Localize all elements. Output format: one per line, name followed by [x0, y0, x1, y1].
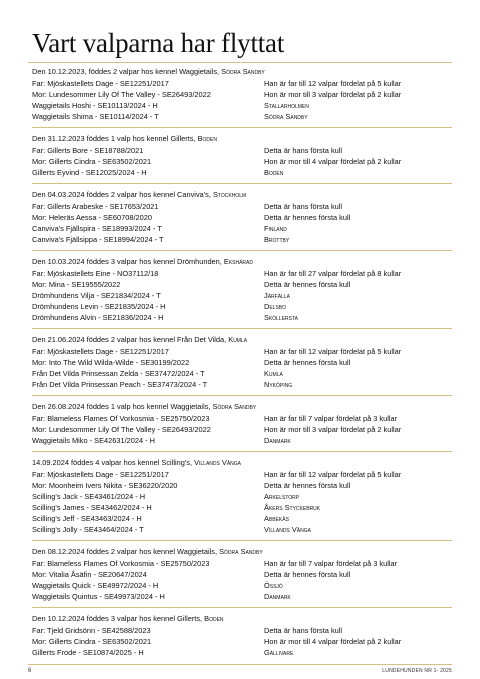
dog-name: Mor: Heleräs Aessa - SE60708/2020	[32, 213, 152, 222]
litter-row	[32, 290, 452, 301]
dog-name: Waggietails Quintus - SE49973/2024 - H	[32, 592, 165, 601]
new-home-location: Danmark	[264, 592, 291, 601]
litter-entry	[32, 452, 452, 541]
new-home-location: Södra Sandby	[264, 112, 308, 121]
litter-heading-text: Den 31.12.2023 föddes 1 valp hos kennel Gillerts,	[32, 134, 196, 143]
litter-heading-text: Den 10.03.2024 föddes 3 valpar hos kennel Drömhunden,	[32, 257, 222, 266]
new-home-location: Gällivare	[264, 648, 294, 657]
litter-row	[32, 424, 452, 435]
kennel-location: Ekshärad	[223, 257, 253, 266]
litter-row	[32, 647, 452, 658]
litter-row	[32, 156, 452, 167]
dog-name: Gillerts Frode - SE10874/2025 - H	[32, 648, 144, 657]
kennel-location: Boden	[197, 134, 217, 143]
parent-note: Detta är hennes första kull	[264, 213, 351, 222]
kennel-location: Kumla	[228, 335, 248, 344]
litter-row	[32, 513, 452, 524]
litter-heading	[32, 457, 452, 468]
litter-row	[32, 491, 452, 502]
litter-heading	[32, 133, 452, 144]
litter-row	[32, 558, 452, 569]
litter-row	[32, 111, 452, 122]
dog-name: Waggietails Quick - SE49972/2024 - H	[32, 581, 159, 590]
dog-name: Mor: Gillerts Cindra - SE63502/2021	[32, 637, 152, 646]
litter-entry	[32, 184, 452, 251]
dog-name: Mor: Vitalia Åsäfin - SE20647/2024	[32, 570, 147, 579]
dog-name: Mor: Mina - SE19555/2022	[32, 280, 121, 289]
litter-row	[32, 357, 452, 368]
litter-row	[32, 89, 452, 100]
dog-name: Far: Mjöskastellets Eine - NO37112/18	[32, 269, 159, 278]
new-home-location: Brottby	[264, 235, 290, 244]
dog-name: Mor: Gillerts Cindra - SE63502/2021	[32, 157, 152, 166]
litter-row	[32, 569, 452, 580]
litter-row	[32, 379, 452, 390]
parent-note: Han är far till 12 valpar fördelat på 5 kullar	[264, 470, 402, 479]
kennel-location: Villands Vånga	[194, 458, 242, 467]
parent-note: Detta är hennes första kull	[264, 358, 351, 367]
litter-row	[32, 413, 452, 424]
kennel-location: Boden	[204, 614, 224, 623]
kennel-location: Stockholm	[212, 190, 247, 199]
litter-row	[32, 636, 452, 647]
new-home-location: Nyköping	[264, 380, 293, 389]
title-divider	[28, 62, 452, 63]
litter-row	[32, 480, 452, 491]
dog-name: Canviva's Fjällsippa - SE18994/2024 - T	[32, 235, 164, 244]
litter-row	[32, 502, 452, 513]
dog-name: Canviva's Fjällspira - SE18993/2024 - T	[32, 224, 162, 233]
new-home-location: Arkelstorp	[264, 492, 300, 501]
litter-heading-text: Den 10.12.2023, föddes 2 valpar hos kennel Waggietails,	[32, 67, 220, 76]
litter-entry	[32, 329, 452, 396]
parent-note: Detta är hennes första kull	[264, 481, 351, 490]
parent-note: Detta är hans första kull	[264, 626, 343, 635]
litter-heading	[32, 189, 452, 200]
parent-note: Hon är mor till 4 valpar fördelat på 2 kullar	[264, 157, 402, 166]
litter-entry	[32, 396, 452, 452]
new-home-location: Finland	[264, 224, 287, 233]
litter-heading	[32, 546, 452, 557]
litter-entry	[32, 64, 452, 128]
dog-name: Far: Mjöskastellets Dage - SE12251/2017	[32, 470, 169, 479]
new-home-location: Sköllersta	[264, 313, 299, 322]
footer-divider	[28, 664, 452, 665]
dog-name: Drömhundens Levin - SE21835/2024 - H	[32, 302, 166, 311]
dog-name: Scilling's Jack - SE43461/2024 - H	[32, 492, 146, 501]
litter-row	[32, 301, 452, 312]
dog-name: Från Det Vilda Prinsessan Zelda - SE37472/2024 - T	[32, 369, 205, 378]
litter-row	[32, 100, 452, 111]
litter-entry	[32, 251, 452, 329]
litter-row	[32, 234, 452, 245]
parent-note: Hon är mor till 4 valpar fördelat på 2 kullar	[264, 637, 402, 646]
dog-name: Far: Gillerts Arabeske - SE17653/2021	[32, 202, 159, 211]
litter-row	[32, 346, 452, 357]
dog-name: Waggietails Shima - SE10114/2024 - T	[32, 112, 159, 121]
litter-row	[32, 625, 452, 636]
dog-name: Mor: Moonheim Ivers Nikita - SE36220/2020	[32, 481, 178, 490]
parent-note: Detta är hennes första kull	[264, 280, 351, 289]
dog-name: Waggietails Hoshi - SE10113/2024 - H	[32, 101, 158, 110]
litter-row	[32, 167, 452, 178]
litter-heading-text: Den 26.08.2024 föddes 1 valp hos kennel Waggietails,	[32, 402, 211, 411]
parent-note: Hon är mor till 3 valpar fördelat på 2 kullar	[264, 425, 402, 434]
litter-entry	[32, 128, 452, 184]
parent-note: Han är far till 27 valpar fördelat på 8 kullar	[264, 269, 402, 278]
page-title: Vart valparna har flyttat	[32, 28, 285, 58]
new-home-location: Åkers Styckebruk	[264, 503, 321, 512]
parent-note: Detta är hennes första kull	[264, 570, 351, 579]
new-home-location: Danmark	[264, 436, 291, 445]
dog-name: Scilling's Jolly - SE43464/2024 - T	[32, 525, 144, 534]
litter-heading-text: Den 10.12.2024 föddes 3 valpar hos kennel Gillerts,	[32, 614, 203, 623]
new-home-location: Stallarholmen	[264, 101, 309, 110]
dog-name: Far: Blameless Flames Of Vorkosmia - SE25750/2023	[32, 559, 210, 568]
magazine-issue: LUNDEHUNDEN NR 1- 2025	[382, 668, 452, 674]
dog-name: Far: Gillerts Bore - SE18788/2021	[32, 146, 144, 155]
litter-row	[32, 145, 452, 156]
dog-name: Scilling's James - SE43462/2024 - H	[32, 503, 152, 512]
litter-entry	[32, 541, 452, 608]
litter-list	[32, 64, 452, 663]
dog-name: Drömhundens Vilja - SE21834/2024 - T	[32, 291, 161, 300]
parent-note: Detta är hans första kull	[264, 202, 343, 211]
dog-name: Från Det Vilda Prinsessan Peach - SE37473/2024 - T	[32, 380, 208, 389]
dog-name: Drömhundens Alvin - SE21836/2024 - H	[32, 313, 164, 322]
parent-note: Han är far till 7 valpar fördelat på 3 kullar	[264, 414, 398, 423]
litter-row	[32, 368, 452, 379]
litter-row	[32, 524, 452, 535]
dog-name: Mor: Lundesommer Lily Of The Valley - SE26493/2022	[32, 425, 211, 434]
litter-heading	[32, 334, 452, 345]
litter-row	[32, 212, 452, 223]
parent-note: Han är far till 12 valpar fördelat på 5 kullar	[264, 79, 402, 88]
kennel-location: Södra Sandby	[221, 67, 265, 76]
litter-heading	[32, 256, 452, 267]
litter-entry	[32, 608, 452, 663]
litter-heading	[32, 66, 452, 77]
new-home-location: Össjö	[264, 581, 283, 590]
litter-heading	[32, 613, 452, 624]
dog-name: Scilling's Jeff - SE43463/2024 - H	[32, 514, 142, 523]
parent-note: Hon är mor till 3 valpar fördelat på 2 kullar	[264, 90, 402, 99]
litter-heading-text: 14.09.2024 föddes 4 valpar hos kennel Scilling's,	[32, 458, 193, 467]
dog-name: Mor: Lundesommer Lily Of The Valley - SE26493/2022	[32, 90, 211, 99]
dog-name: Far: Blameless Flames Of Vorkosmia - SE25750/2023	[32, 414, 210, 423]
dog-name: Far: Tjeld Gridsönn - SE42588/2023	[32, 626, 151, 635]
litter-row	[32, 580, 452, 591]
page-number: 6	[28, 668, 32, 674]
parent-note: Han är far till 12 valpar fördelat på 5 kullar	[264, 347, 402, 356]
new-home-location: Delsbo	[264, 302, 287, 311]
kennel-location: Södra Sandby	[219, 547, 263, 556]
new-home-location: Abbekås	[264, 514, 289, 523]
new-home-location: Järfälla	[264, 291, 290, 300]
litter-heading-text: Den 21.06.2024 föddes 2 valpar hos kennel Från Det Vilda,	[32, 335, 227, 344]
litter-row	[32, 591, 452, 602]
litter-row	[32, 469, 452, 480]
litter-heading-text: Den 04.03.2024 föddes 2 valpar hos kennel Canviva's,	[32, 190, 211, 199]
parent-note: Han är far till 7 valpar fördelat på 3 kullar	[264, 559, 398, 568]
litter-row	[32, 435, 452, 446]
dog-name: Gillerts Eyvind - SE12025/2024 - H	[32, 168, 147, 177]
new-home-location: Boden	[264, 168, 284, 177]
litter-row	[32, 279, 452, 290]
new-home-location: Kumla	[264, 369, 283, 378]
dog-name: Far: Mjöskastellets Dage - SE12251/2017	[32, 347, 169, 356]
new-home-location: Villands Vånga	[264, 525, 311, 534]
litter-row	[32, 223, 452, 234]
litter-heading	[32, 401, 452, 412]
kennel-location: Södra Sandby	[212, 402, 257, 411]
litter-row	[32, 201, 452, 212]
litter-row	[32, 268, 452, 279]
litter-row	[32, 78, 452, 89]
litter-heading-text: Den 08.12.2024 föddes 2 valpar hos kennel Waggietails,	[32, 547, 218, 556]
dog-name: Waggietails Miko - SE42631/2024 - H	[32, 436, 155, 445]
dog-name: Mor: Into The Wild Wilda-Wilde - SE30199/2022	[32, 358, 190, 367]
litter-row	[32, 312, 452, 323]
dog-name: Far: Mjöskastellets Dage - SE12251/2017	[32, 79, 169, 88]
parent-note: Detta är hans första kull	[264, 146, 343, 155]
